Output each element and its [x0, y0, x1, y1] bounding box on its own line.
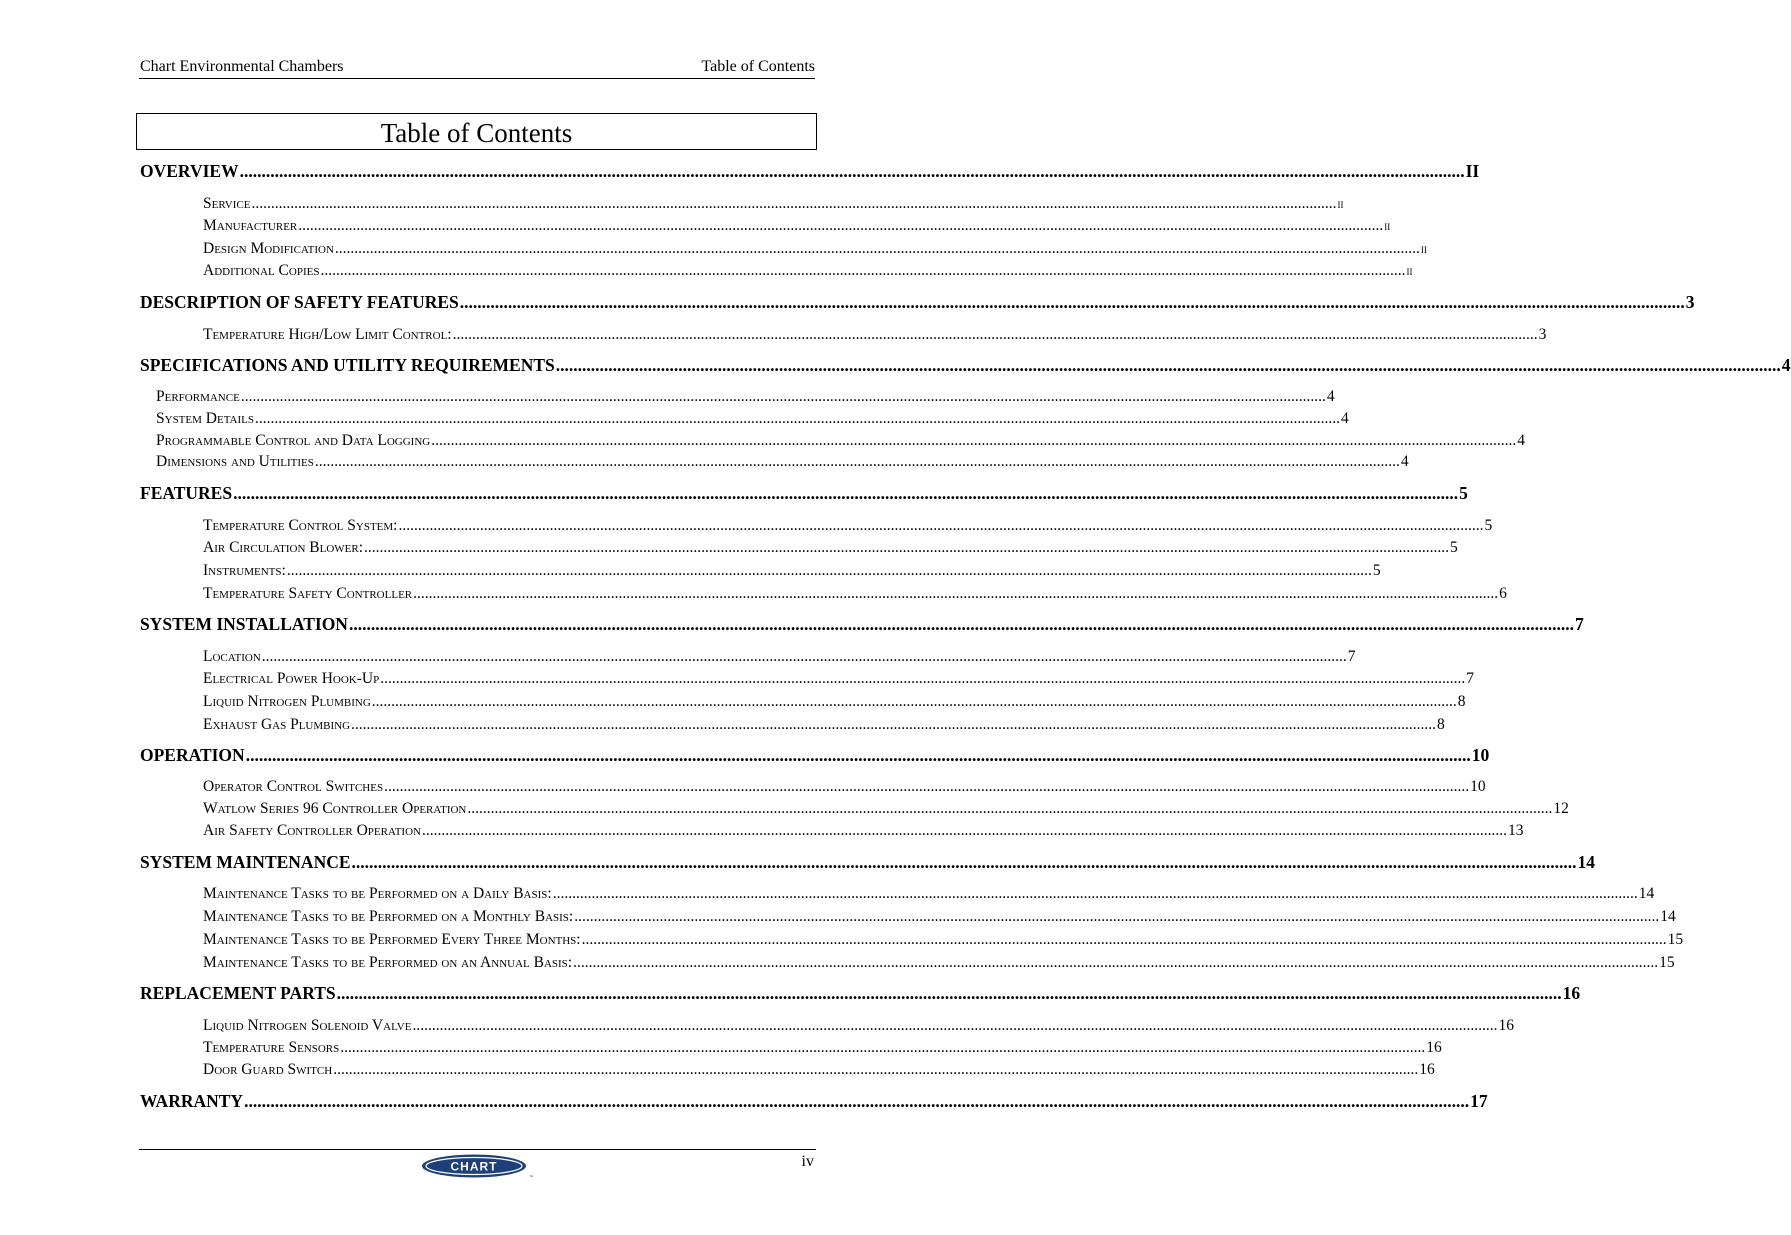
- toc-leader-dots: [399, 517, 1484, 535]
- toc-entry-label: FEATURES: [140, 483, 233, 503]
- header-section: Table of Contents: [701, 58, 815, 75]
- toc-entry-label: Design Modification: [203, 240, 334, 257]
- toc-subsection-entry[interactable]: [203, 1039, 1442, 1061]
- toc-page-number: ii: [1337, 196, 1344, 211]
- toc-entry-label: Performance: [156, 388, 240, 405]
- toc-subsection-entry[interactable]: [203, 517, 1493, 539]
- toc-leader-dots: [413, 585, 1498, 603]
- toc-page-number: 10: [1470, 778, 1486, 795]
- header-company: Chart Environmental Chambers: [140, 58, 344, 75]
- toc-page-number: II: [1465, 161, 1480, 181]
- toc-leader-dots: [233, 483, 1458, 504]
- toc-section-entry[interactable]: [140, 983, 1581, 1005]
- toc-subsection-entry[interactable]: [203, 217, 1391, 239]
- toc-leader-dots: [298, 217, 1383, 235]
- toc-entry-label: Air Circulation Blower:: [203, 539, 364, 556]
- toc-entry-label: Temperature High/Low Limit Control:: [203, 326, 452, 343]
- toc-section-entry[interactable]: [140, 852, 1596, 874]
- toc-page-number: 12: [1553, 800, 1569, 817]
- toc-leader-dots: [582, 931, 1667, 949]
- toc-section-entry[interactable]: [140, 745, 1490, 767]
- toc-entry-label: Maintenance Tasks to be Performed on an Annual Basis:: [203, 954, 573, 971]
- toc-entry-label: OVERVIEW: [140, 161, 239, 181]
- toc-page-number: 16: [1498, 1017, 1514, 1034]
- page-header: [139, 56, 815, 79]
- toc-leader-dots: [453, 326, 1538, 344]
- toc-entry-label: Electrical Power Hook-Up: [203, 670, 380, 687]
- toc-subsection-entry[interactable]: [203, 670, 1474, 692]
- toc-leader-dots: [333, 1061, 1418, 1079]
- toc-leader-dots: [384, 778, 1469, 796]
- toc-leader-dots: [349, 614, 1574, 635]
- toc-entry-label: Temperature Safety Controller: [203, 585, 413, 602]
- toc-entry-label: Door Guard Switch: [203, 1061, 333, 1078]
- toc-page-number: 6: [1499, 585, 1507, 602]
- toc-page-number: 7: [1574, 614, 1584, 634]
- toc-leader-dots: [364, 539, 1449, 557]
- toc-section-entry[interactable]: [140, 161, 1480, 183]
- toc-leader-dots: [574, 908, 1659, 926]
- toc-leader-dots: [340, 1039, 1425, 1057]
- toc-subsection-entry[interactable]: [203, 585, 1507, 607]
- toc-page-number: 3: [1538, 326, 1547, 343]
- toc-subsection-entry[interactable]: [203, 648, 1356, 670]
- toc-page-number: 4: [1326, 388, 1335, 405]
- toc-page-number: 10: [1471, 745, 1490, 765]
- toc-page-number: ii: [1420, 241, 1427, 256]
- toc-leader-dots: [255, 410, 1340, 428]
- toc-leader-dots: [372, 693, 1457, 711]
- toc-leader-dots: [352, 852, 1577, 873]
- toc-leader-dots: [287, 562, 1372, 580]
- toc-leader-dots: [320, 262, 1405, 280]
- toc-entry-label: Programmable Control and Data Logging: [156, 432, 431, 449]
- toc-entry-label: REPLACEMENT PARTS: [140, 983, 336, 1003]
- toc-page-number: 5: [1372, 562, 1381, 579]
- toc-page-number: 16: [1562, 983, 1581, 1003]
- toc-subsection-entry[interactable]: [203, 240, 1427, 262]
- toc-page-number: 17: [1470, 1091, 1488, 1111]
- toc-subsection-entry[interactable]: [203, 954, 1675, 976]
- toc-entry-label: Liquid Nitrogen Plumbing: [203, 693, 371, 710]
- toc-leader-dots: [244, 1091, 1469, 1112]
- toc-section-entry[interactable]: [140, 483, 1468, 505]
- toc-page-number: 8: [1457, 693, 1466, 710]
- toc-entry-label: OPERATION: [140, 745, 245, 765]
- toc-section-entry[interactable]: [140, 614, 1584, 636]
- toc-page-number: 13: [1507, 822, 1524, 839]
- toc-leader-dots: [335, 240, 1420, 258]
- toc-page-number: 5: [1450, 539, 1458, 556]
- toc-subsection-entry[interactable]: [203, 800, 1569, 822]
- toc-section-entry[interactable]: [140, 355, 1791, 377]
- toc-page-number: 16: [1426, 1039, 1442, 1056]
- toc-subsection-entry[interactable]: [156, 453, 1409, 475]
- toc-subsection-entry[interactable]: [203, 326, 1547, 348]
- toc-page-number: 7: [1347, 648, 1356, 665]
- toc-subsection-entry[interactable]: [203, 1017, 1514, 1039]
- toc-subsection-entry[interactable]: [203, 262, 1413, 284]
- toc-entry-label: Temperature Control System:: [203, 517, 398, 534]
- toc-entry-label: SPECIFICATIONS AND UTILITY REQUIREMENTS: [140, 355, 555, 375]
- toc-leader-dots: [412, 1017, 1497, 1035]
- toc-leader-dots: [315, 453, 1400, 471]
- toc-subsection-entry[interactable]: [203, 539, 1458, 561]
- toc-entry-label: WARRANTY: [140, 1091, 244, 1111]
- toc-entry-label: Maintenance Tasks to be Performed on a Daily Basis:: [203, 885, 552, 902]
- footer-divider: [139, 1149, 816, 1150]
- page-title: Table of Contents: [136, 113, 817, 150]
- toc-leader-dots: [240, 161, 1465, 182]
- svg-text:CHART: CHART: [450, 1159, 498, 1174]
- toc-page-number: 3: [1685, 292, 1695, 312]
- toc-leader-dots: [246, 745, 1471, 766]
- toc-entry-label: Air Safety Controller Operation: [203, 822, 421, 839]
- toc-page-number: 5: [1459, 483, 1468, 503]
- toc-subsection-entry[interactable]: [203, 716, 1445, 738]
- toc-entry-label: Maintenance Tasks to be Performed on a Monthly Basis:: [203, 908, 574, 925]
- toc-entry-label: Manufacturer: [203, 217, 298, 234]
- toc-leader-dots: [251, 195, 1336, 213]
- toc-entry-label: Location: [203, 648, 261, 665]
- toc-page-number: 14: [1638, 885, 1655, 902]
- page-number: iv: [801, 1153, 814, 1170]
- toc-subsection-entry[interactable]: [203, 1061, 1435, 1083]
- toc-leader-dots: [573, 954, 1658, 972]
- toc-subsection-entry[interactable]: [203, 778, 1486, 800]
- toc-entry-label: Liquid Nitrogen Solenoid Valve: [203, 1017, 412, 1034]
- toc-leader-dots: [262, 648, 1347, 666]
- toc-page-number: 5: [1484, 517, 1493, 534]
- toc-subsection-entry[interactable]: [203, 931, 1684, 953]
- toc-page-number: 15: [1667, 931, 1684, 948]
- toc-subsection-entry[interactable]: [203, 562, 1381, 584]
- toc-entry-label: Exhaust Gas Plumbing: [203, 716, 351, 733]
- toc-entry-label: SYSTEM INSTALLATION: [140, 614, 348, 634]
- chart-logo: [420, 1152, 532, 1180]
- toc-section-entry[interactable]: [140, 1091, 1488, 1113]
- toc-leader-dots: [460, 292, 1685, 313]
- toc-subsection-entry[interactable]: [156, 432, 1525, 454]
- toc-entry-label: Dimensions and Utilities: [156, 453, 314, 470]
- toc-leader-dots: [351, 716, 1436, 734]
- toc-page-number: 4: [1517, 432, 1525, 449]
- toc-subsection-entry[interactable]: [203, 195, 1344, 217]
- toc-page-number: 16: [1419, 1061, 1435, 1078]
- toc-page-number: 14: [1660, 908, 1676, 925]
- toc-entry-label: SYSTEM MAINTENANCE: [140, 852, 351, 872]
- toc-subsection-entry[interactable]: [203, 908, 1676, 930]
- svg-text:™: ™: [529, 1174, 533, 1179]
- toc-subsection-entry[interactable]: [203, 822, 1524, 844]
- toc-entry-label: Temperature Sensors: [203, 1039, 340, 1056]
- toc-subsection-entry[interactable]: [203, 693, 1466, 715]
- toc-entry-label: Instruments:: [203, 562, 286, 579]
- toc-entry-label: Operator Control Switches: [203, 778, 384, 795]
- toc-leader-dots: [431, 432, 1516, 450]
- toc-entry-label: Watlow Series 96 Controller Operation: [203, 800, 467, 817]
- toc-section-entry[interactable]: [140, 292, 1695, 314]
- toc-page-number: 4: [1781, 355, 1791, 375]
- toc-leader-dots: [380, 670, 1465, 688]
- toc-page-number: 8: [1437, 716, 1445, 733]
- toc-page-number: 4: [1340, 410, 1349, 427]
- toc-entry-label: DESCRIPTION OF SAFETY FEATURES: [140, 292, 459, 312]
- toc-subsection-entry[interactable]: [156, 410, 1349, 432]
- toc-leader-dots: [422, 822, 1507, 840]
- toc-page-number: 4: [1400, 453, 1409, 470]
- toc-page-number: ii: [1384, 218, 1391, 233]
- toc-page-number: 15: [1659, 954, 1675, 971]
- toc-subsection-entry[interactable]: [203, 885, 1655, 907]
- toc-subsection-entry[interactable]: [156, 388, 1335, 410]
- toc-leader-dots: [556, 355, 1781, 376]
- toc-entry-label: Maintenance Tasks to be Performed Every Three Months:: [203, 931, 581, 948]
- toc-leader-dots: [553, 885, 1638, 903]
- toc-leader-dots: [241, 388, 1326, 406]
- toc-entry-label: Additional Copies: [203, 262, 320, 279]
- toc-page-number: 7: [1466, 670, 1474, 687]
- toc-entry-label: Service: [203, 195, 251, 212]
- toc-leader-dots: [467, 800, 1552, 818]
- toc-entry-label: System Details: [156, 410, 254, 427]
- toc-page-number: 14: [1577, 852, 1596, 872]
- toc-page-number: ii: [1406, 263, 1413, 278]
- toc-leader-dots: [337, 983, 1562, 1004]
